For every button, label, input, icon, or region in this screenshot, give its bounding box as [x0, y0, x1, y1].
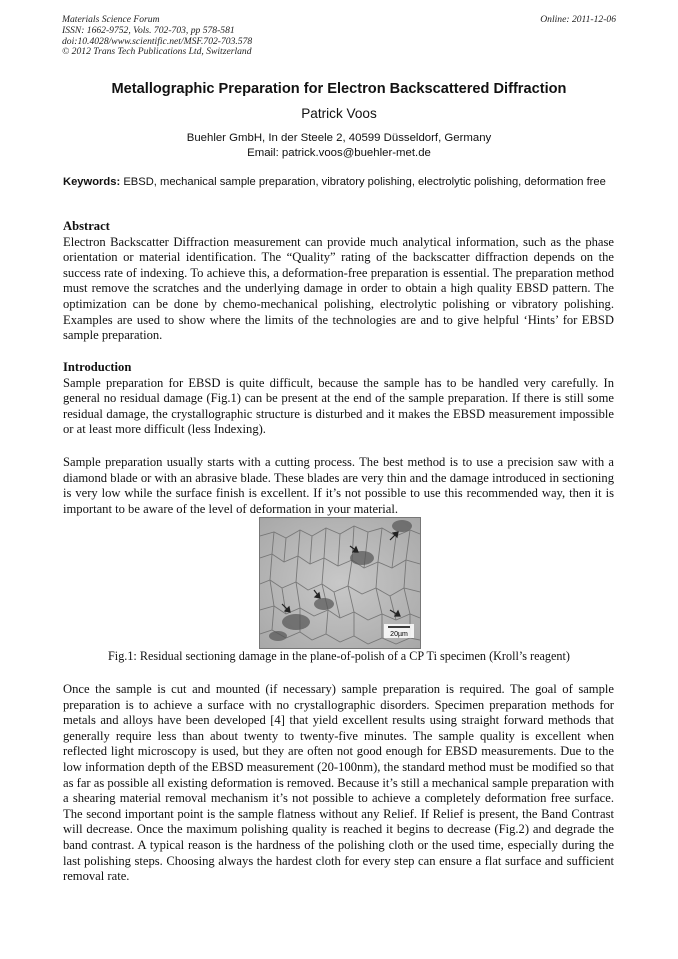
keywords: [63, 175, 614, 190]
keywords-text: EBSD, mechanical sample preparation, vibratory polishing, electrolytic polishing, deformation free: [123, 176, 606, 188]
issn-line: ISSN: 1662-9752, Vols. 702-703, pp 578-581: [62, 24, 235, 36]
affiliation-block: [40, 131, 638, 160]
abstract-text: Electron Backscatter Diffraction measurement can provide much analytical information, such as the phase orientation or material identification. The “Quality” rating of the backscatter diffraction depends on the success rate of indexing. To achieve this, a deformation-free preparation is essential. The preparation method must remove the scratches and the underlying damage in order to obtain a high quality EBSD pattern. The optimization can be done by chemo-mechanical polishing, electrolytic polishing or vibratory polishing. Examples are used to show where the limits of the technologies are and to give helpful ‘Hints’ for EBSD sample preparation.: [63, 234, 614, 343]
online-date: Online: 2011-12-06: [540, 14, 616, 25]
introduction-paragraph-3: Once the sample is cut and mounted (if necessary) sample preparation is required. The goal of sample preparation is to achieve a surface with no crystallographic disorders. Specimen preparation methods for metals and alloys have been developed [4] that yield excellent results using straight forward methods that generally require less than about twenty to twenty-five minutes. The sample quality is excellent when reflected light microscopy is used, but they are often not good enough for EBSD measurements. Due to the low information depth of the EBSD measurement (20-100nm), the standard method must be modified so that as far as possible all existing deformation is removed. Because it’s still a mechanical sample preparation with a shearing material removal mechanism it’s not possible to achieve a completely deformation free surface. The second important point is the sample flatness without any Relief. If Relief is present, the Band Contrast will decrease. Once the maximum polishing quality is reached it begins to decrease (Fig.2) and degrade the band contrast. A typical reason is the hardness of the polishing cloth or the used time, especially during the last polishing steps. Choosing always the hardest cloth for every step can ensure a flat surface and sufficient removal rate.: [63, 682, 614, 884]
journal-header: [62, 15, 616, 58]
introduction-paragraph-1: Sample preparation for EBSD is quite difficult, because the sample has to be handled very carefully. In general no residual damage (Fig.1) can be present at the end of the sample preparation. If there is still some residual damage, the crystallographic structure is disturbed and it makes the EBSD measurement impossible or at least more difficult (less Indexing).: [63, 375, 614, 437]
abstract-section: [63, 219, 614, 344]
preparation-paragraph: [63, 682, 614, 885]
introduction-section: [63, 360, 614, 438]
introduction-paragraph-2: Sample preparation usually starts with a cutting process. The best method is to use a precision saw with a diamond blade or with an abrasive blade. These blades are very thin and the damage introduced in sectioning is very low while the surface finish is excellent. If it’s not possible to use this recommended way, then it is important to be aware of the level of deformation in your material.: [63, 455, 614, 516]
paper-title: Metallographic Preparation for Electron Backscattered Diffraction: [111, 81, 567, 97]
abstract-heading: Abstract: [63, 219, 110, 233]
author-name: Patrick Voos: [301, 106, 377, 121]
doi-line: doi:10.4028/www.scientific.net/MSF.702-703.578: [62, 35, 253, 47]
figure-caption: Fig.1: Residual sectioning damage in the plane-of-polish of a CP Ti specimen (Kroll’s reagent): [108, 649, 570, 663]
author-email: Email: patrick.voos@buehler-met.de: [247, 146, 431, 159]
scale-bar-label: 20µm: [390, 631, 408, 638]
introduction-heading: Introduction: [63, 360, 132, 374]
keywords-label: Keywords:: [63, 176, 121, 188]
affiliation: Buehler GmbH, In der Steele 2, 40599 Düsseldorf, Germany: [186, 132, 492, 144]
journal-name: Materials Science Forum: [62, 14, 160, 25]
cutting-paragraph: [63, 455, 614, 517]
micrograph-image: [260, 518, 420, 648]
copyright-line: © 2012 Trans Tech Publications Ltd, Switzerland: [62, 46, 252, 58]
micrograph-figure: [259, 517, 421, 649]
